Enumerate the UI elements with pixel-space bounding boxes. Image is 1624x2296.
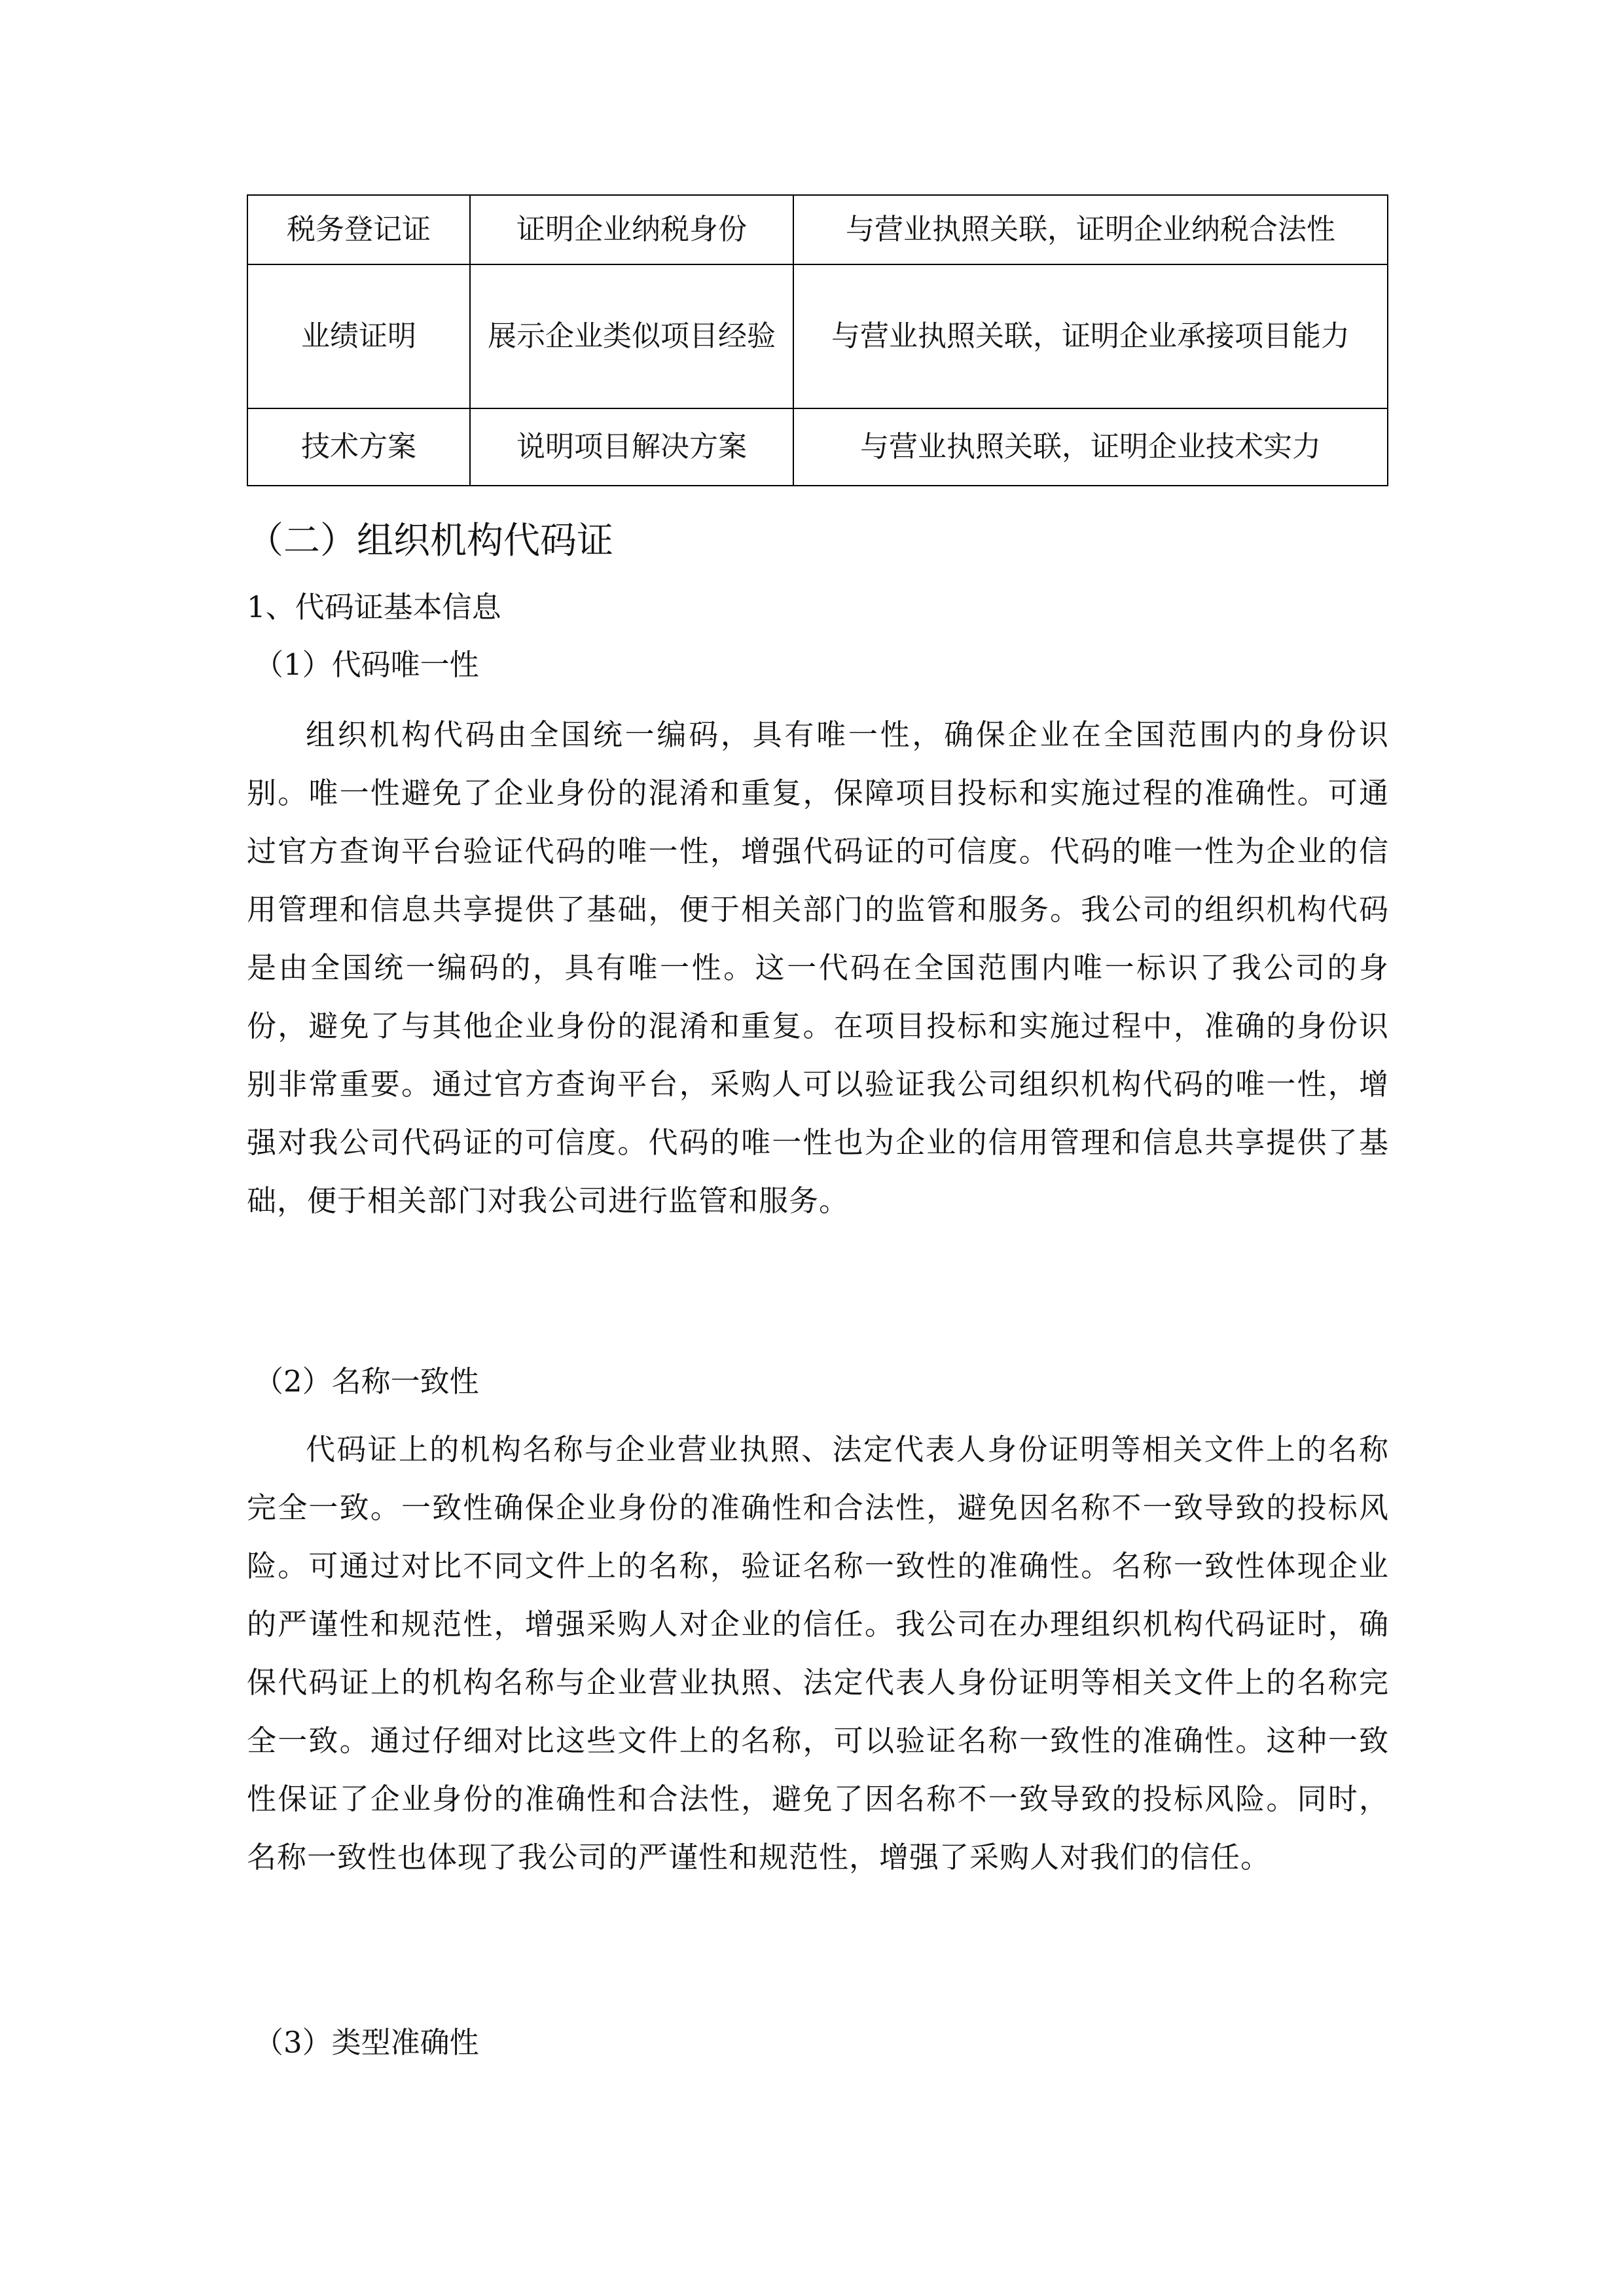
table-cell-purpose: 展示企业类似项目经验	[470, 264, 793, 408]
item-title-type-accuracy: （3）类型准确性	[254, 2025, 479, 2060]
table-row	[247, 264, 1388, 408]
item-title-code-uniqueness: （1）代码唯一性	[254, 647, 479, 682]
table-cell-document-type: 技术方案	[247, 408, 470, 486]
table-row	[247, 195, 1388, 264]
section-heading: （二）组织机构代码证	[247, 520, 613, 562]
table-cell-purpose: 说明项目解决方案	[470, 408, 793, 486]
item-paragraph-code-uniqueness: 组织机构代码由全国统一编码，具有唯一性，确保企业在全国范围内的身份识别。唯一性避免了企业身份的混淆和重复，保障项目投标和实施过程的准确性。可通过官方查询平台验证代码的唯一性，增强代码证的可信度。代码的唯一性为企业的信用管理和信息共享提供了基础，便于相关部门的监管和服务。我公司的组织机构代码是由全国统一编码的，具有唯一性。这一代码在全国范围内唯一标识了我公司的身份，避免了与其他企业身份的混淆和重复。在项目投标和实施过程中，准确的身份识别非常重要。通过官方查询平台，采购人可以验证我公司组织机构代码的唯一性，增强对我公司代码证的可信度。代码的唯一性也为企业的信用管理和信息共享提供了基础，便于相关部门对我公司进行监管和服务。	[247, 717, 1389, 1218]
table-cell-relation: 与营业执照关联，证明企业承接项目能力	[793, 264, 1388, 408]
table-cell-purpose: 证明企业纳税身份	[470, 195, 793, 264]
table-cell-relation: 与营业执照关联，证明企业技术实力	[793, 408, 1388, 486]
table-cell-document-type: 税务登记证	[247, 195, 470, 264]
item-title-name-consistency: （2）名称一致性	[254, 1364, 479, 1399]
certificate-table	[247, 194, 1388, 486]
item-paragraph-name-consistency: 代码证上的机构名称与企业营业执照、法定代表人身份证明等相关文件上的名称完全一致。一致性确保企业身份的准确性和合法性，避免因名称不一致导致的投标风险。可通过对比不同文件上的名称，验证名称一致性的准确性。名称一致性体现企业的严谨性和规范性，增强采购人对企业的信任。我公司在办理组织机构代码证时，确保代码证上的机构名称与企业营业执照、法定代表人身份证明等相关文件上的名称完全一致。通过仔细对比这些文件上的名称，可以验证名称一致性的准确性。这种一致性保证了企业身份的准确性和合法性，避免了因名称不一致导致的投标风险。同时，名称一致性也体现了我公司的严谨性和规范性，增强了采购人对我们的信任。	[247, 1432, 1389, 1874]
table-cell-document-type: 业绩证明	[247, 264, 470, 408]
section-subheading: 1、代码证基本信息	[247, 590, 501, 624]
table-cell-relation: 与营业执照关联，证明企业纳税合法性	[793, 195, 1388, 264]
table-row	[247, 408, 1388, 486]
